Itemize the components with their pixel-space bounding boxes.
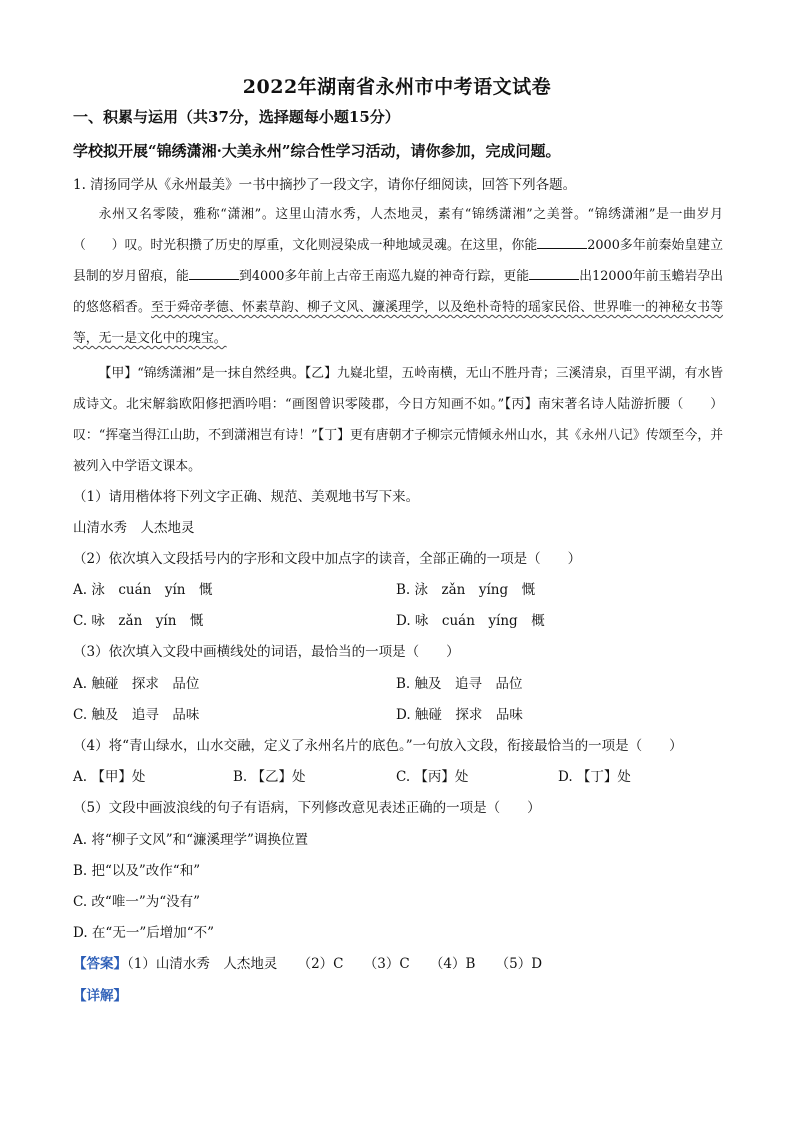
question-1-2: （2）依次填入文段括号内的字形和文段中加点字的读音，全部正确的一项是（ ） (73, 551, 582, 567)
question-1-3: （3）依次填入文段中画横线处的词语，最恰当的一项是（ ） (73, 644, 460, 660)
passage-paragraph-1: 永州又名零陵，雅称“潇湘”。这里山清水秀，人杰地灵，素有“锦绣潇湘”之美誉。“锦绣潇湘”是一曲岁月（ ）叹。时光积攒了历史的厚重，文化则浸染成一种地域灵魂。在这里，你能 2000多年前秦始皇建立县制的岁月留痕，能 到4000多年前上古帝王南巡九嶷的神奇行踪，更能 出12000年前玉蟾岩孕出的悠悠稻香。至于舜帝孝德、怀素草韵、柳子文风、濂溪理学，以及绝朴奇特的瑶家民俗、世界唯一的神秘女书等等，无一是文化中的瑰宝。 (73, 207, 724, 346)
option-c: C. 【丙】处 (396, 769, 469, 785)
question-1-1: （1）请用楷体将下列文字正确、规范、美观地书写下来。 (73, 489, 420, 505)
option-d: D. 在“无一”后增加“不” (73, 925, 215, 941)
answer-text: （1）山清水秀 人杰地灵 （2）C （3）C （4）B （5）D (127, 956, 543, 972)
option-d: D. 触碰 探求 品味 (396, 707, 523, 723)
option-d: D. 咏 cuán yíng 概 (396, 613, 545, 629)
answer-tag: 【答案】 (73, 956, 127, 972)
option-c: C. 改“唯一”为“没有” (73, 894, 201, 910)
option-b: B. 把“以及”改作“和” (73, 863, 201, 879)
page-title: 2022年湖南省永州市中考语文试卷 (242, 76, 552, 98)
detail-tag: 【详解】 (73, 988, 127, 1004)
activity-heading: 学校拟开展“锦绣潇湘·大美永州”综合性学习活动，请你参加，完成问题。 (73, 142, 561, 160)
option-a: A. 触碰 探求 品位 (73, 676, 200, 692)
detail-line (73, 984, 127, 1004)
fill-blank (537, 236, 587, 249)
calligraphy-text: 山清水秀 人杰地灵 (73, 520, 195, 536)
passage-paragraph-2: 【甲】“锦绣潇湘”是一抹自然经典。【乙】九嶷北望，五岭南横，无山不胜丹青；三溪清泉，百里平湖，有水皆成诗文。北宋解翁欧阳修把酒吟唱：“画图曾识零陵郡，今日方知画不如。”【丙】南宋著名诗人陆游折腰（ ）叹：“挥毫当得江山助，不到潇湘岂有诗！”【丁】更有唐朝才子柳宗元情倾永州山水，其《永州八记》传颂至今，并被列入中学语文课本。 (73, 366, 723, 474)
question-1-5: （5）文段中画波浪线的句子有语病，下列修改意见表述正确的一项是（ ） (73, 800, 541, 816)
option-d: D. 【丁】处 (558, 769, 631, 785)
option-a: A. 泳 cuán yín 慨 (73, 582, 213, 598)
wavy-underlined-sentence: 至于舜帝孝德、怀素草韵、柳子文风、濂溪理学，以及绝朴奇特的瑶家民俗、世界唯一的神秘女书等等，无一是文化中的瑰宝。 (73, 300, 724, 346)
option-a: A. 将“柳子文风”和“濂溪理学”调换位置 (73, 832, 308, 848)
option-b: B. 泳 zǎn yíng 慨 (396, 582, 536, 598)
option-c: C. 触及 追寻 品味 (73, 707, 200, 723)
option-b: B. 触及 追寻 品位 (396, 676, 523, 692)
fill-blank (189, 267, 239, 280)
option-a: A. 【甲】处 (73, 769, 146, 785)
fill-blank (529, 267, 579, 280)
question-1-4: （4）将“青山绿水，山水交融，定义了永州名片的底色。”一句放入文段，衔接最恰当的一项是（ ） (73, 738, 683, 754)
answer-line (73, 952, 542, 972)
option-b: B. 【乙】处 (233, 769, 306, 785)
option-c: C. 咏 zǎn yín 慨 (73, 613, 204, 629)
section-heading: 一、积累与运用（共37分，选择题每小题15分） (73, 108, 400, 126)
question-1-intro: 1. 清扬同学从《永州最美》一书中摘抄了一段文字，请你仔细阅读，回答下列各题。 (73, 177, 577, 193)
reading-passage (73, 199, 723, 482)
